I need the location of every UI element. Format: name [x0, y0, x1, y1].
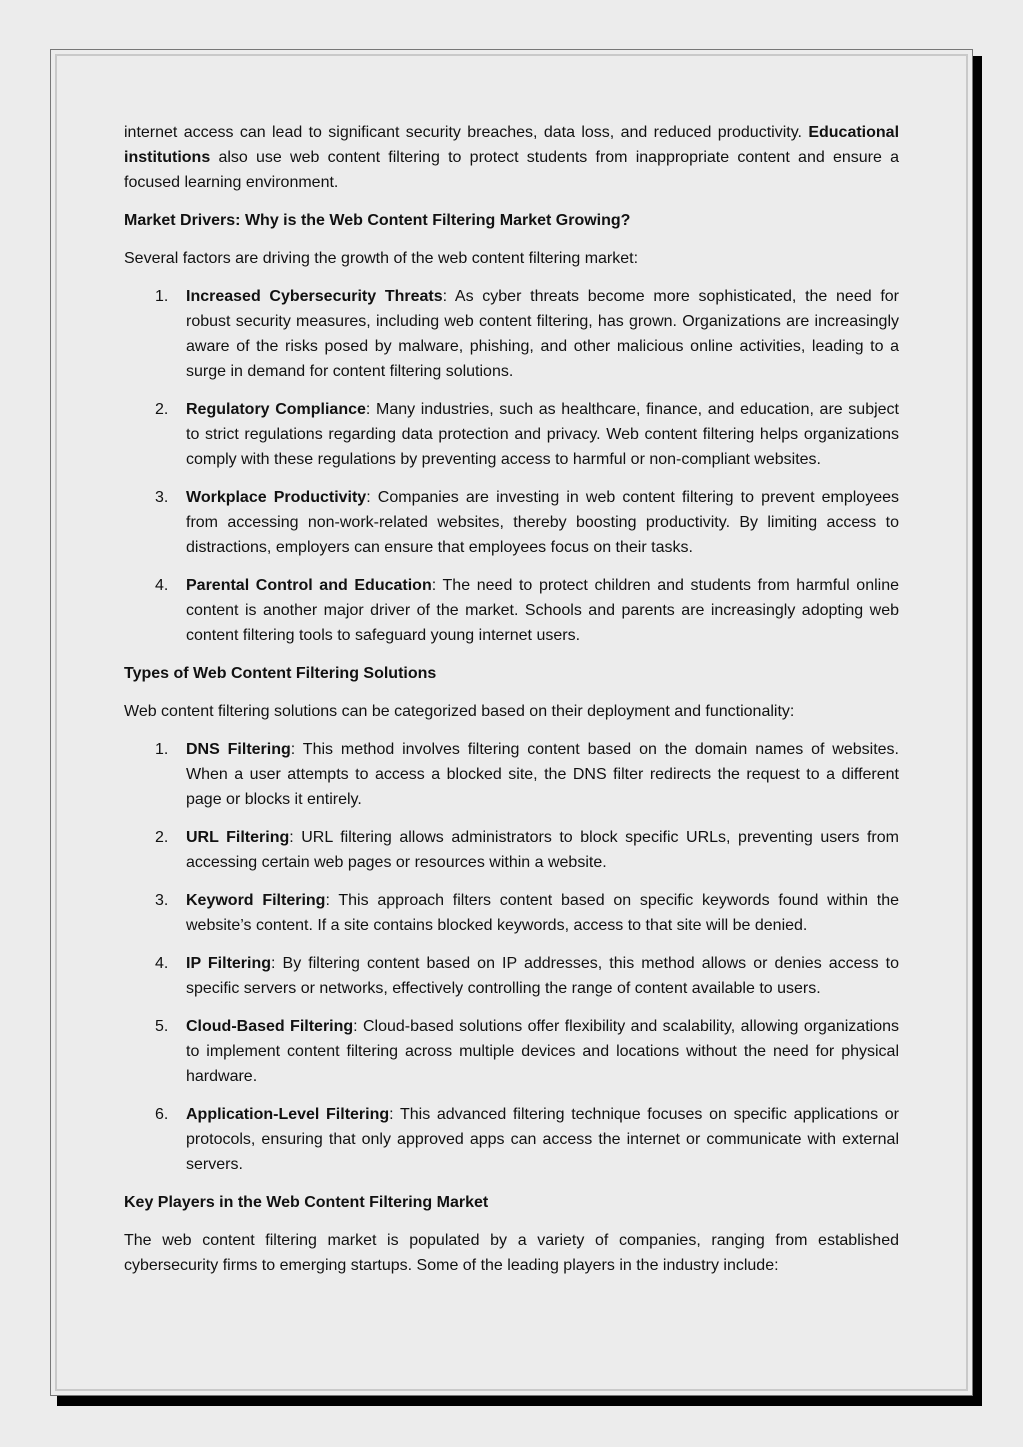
list-item — [124, 1102, 899, 1177]
list-item — [124, 1014, 899, 1089]
list-item — [124, 573, 899, 648]
list-item-text: : Cloud-based solutions offer flexibility and scalability, allowing organizations to implement content filtering across multiple devices and locations without the need for physical hardware. — [186, 1018, 899, 1085]
list-item-text: : This approach filters content based on specific keywords found within the website’s content. If a site contains blocked keywords, access to that site will be denied. — [186, 892, 900, 934]
list-item-text: : By filtering content based on IP addresses, this method allows or denies access to specific servers or networks, effectively controlling the range of content available to users. — [186, 955, 899, 997]
list-item-title: Workplace Productivity — [186, 489, 367, 506]
list-item — [124, 397, 899, 472]
document-content — [124, 120, 899, 1291]
types-intro: Web content filtering solutions can be categorized based on their deployment and functionality: — [124, 703, 795, 720]
drivers-heading: Market Drivers: Why is the Web Content Filtering Market Growing? — [124, 212, 631, 229]
types-heading: Types of Web Content Filtering Solutions — [124, 665, 437, 682]
list-item — [124, 888, 899, 938]
list-item-title: Application-Level Filtering — [186, 1106, 390, 1123]
intro-rest: also use web content filtering to protect students from inappropriate content and ensure a focused learning environment. — [124, 149, 899, 191]
players-heading: Key Players in the Web Content Filtering Market — [124, 1194, 489, 1211]
list-item-title: IP Filtering — [186, 955, 272, 972]
list-item-title: Increased Cybersecurity Threats — [186, 288, 443, 305]
list-item-text: : Companies are investing in web content filtering to prevent employees from accessing non-work-related websites, thereby boosting productivity. By limiting access to distractions, employers can ensure that employees focus on their tasks. — [186, 489, 900, 556]
list-number: 4. — [155, 577, 169, 594]
list-item-text: : This method involves filtering content based on the domain names of websites. When a user attempts to access a blocked site, the DNS filter redirects the request to a different page or blocks it entirely. — [186, 741, 899, 808]
list-item-text: : Many industries, such as healthcare, finance, and education, are subject to strict regulations regarding data protection and privacy. Web content filtering helps organizations comply with these regulations by preventing access to harmful or non-compliant websites. — [186, 401, 900, 468]
list-item-title: Regulatory Compliance — [186, 401, 366, 418]
types-list — [124, 737, 899, 1177]
list-item-title: Keyword Filtering — [186, 892, 326, 909]
list-item-title: Cloud-Based Filtering — [186, 1018, 354, 1035]
list-number: 5. — [155, 1018, 169, 1035]
list-item-text: : This advanced filtering technique focuses on specific applications or protocols, ensuring that only approved apps can access the internet or communicate with external servers. — [186, 1106, 900, 1173]
list-number: 1. — [155, 288, 169, 305]
list-number: 1. — [155, 741, 169, 758]
list-item — [124, 825, 899, 875]
intro-bold-term: Educational institutions — [124, 124, 900, 166]
list-item-text: : As cyber threats become more sophisticated, the need for robust security measures, including web content filtering, has grown. Organizations are increasingly aware of the risks posed by malware, phishing, and other malicious online activities, leading to a surge in demand for content filtering solutions. — [186, 288, 899, 380]
list-number: 2. — [155, 829, 169, 846]
list-item-title: Parental Control and Education — [186, 577, 432, 594]
list-number: 4. — [155, 955, 169, 972]
list-number: 3. — [155, 892, 169, 909]
intro-line: internet access can lead to significant security breaches, data loss, and reduced productivity. — [124, 124, 802, 141]
list-item-text: : URL filtering allows administrators to block specific URLs, preventing users from accessing certain web pages or resources within a website. — [186, 829, 899, 871]
list-item-title: DNS Filtering — [186, 741, 291, 758]
list-number: 6. — [155, 1106, 169, 1123]
list-number: 3. — [155, 489, 169, 506]
drivers-list — [124, 284, 899, 648]
list-item — [124, 284, 899, 384]
players-paragraph: The web content filtering market is populated by a variety of companies, ranging from established cybersecurity firms to emerging startups. Some of the leading players in the industry include: — [124, 1232, 899, 1274]
list-item — [124, 485, 899, 560]
list-item — [124, 737, 899, 812]
list-item-text: : The need to protect children and students from harmful online content is another major driver of the market. Schools and parents are increasingly adopting web content filtering tools to safeguard young internet users. — [186, 577, 900, 644]
drivers-intro: Several factors are driving the growth of the web content filtering market: — [124, 250, 639, 267]
intro-paragraph — [124, 120, 899, 195]
list-item — [124, 951, 899, 1001]
list-item-title: URL Filtering — [186, 829, 290, 846]
list-number: 2. — [155, 401, 169, 418]
